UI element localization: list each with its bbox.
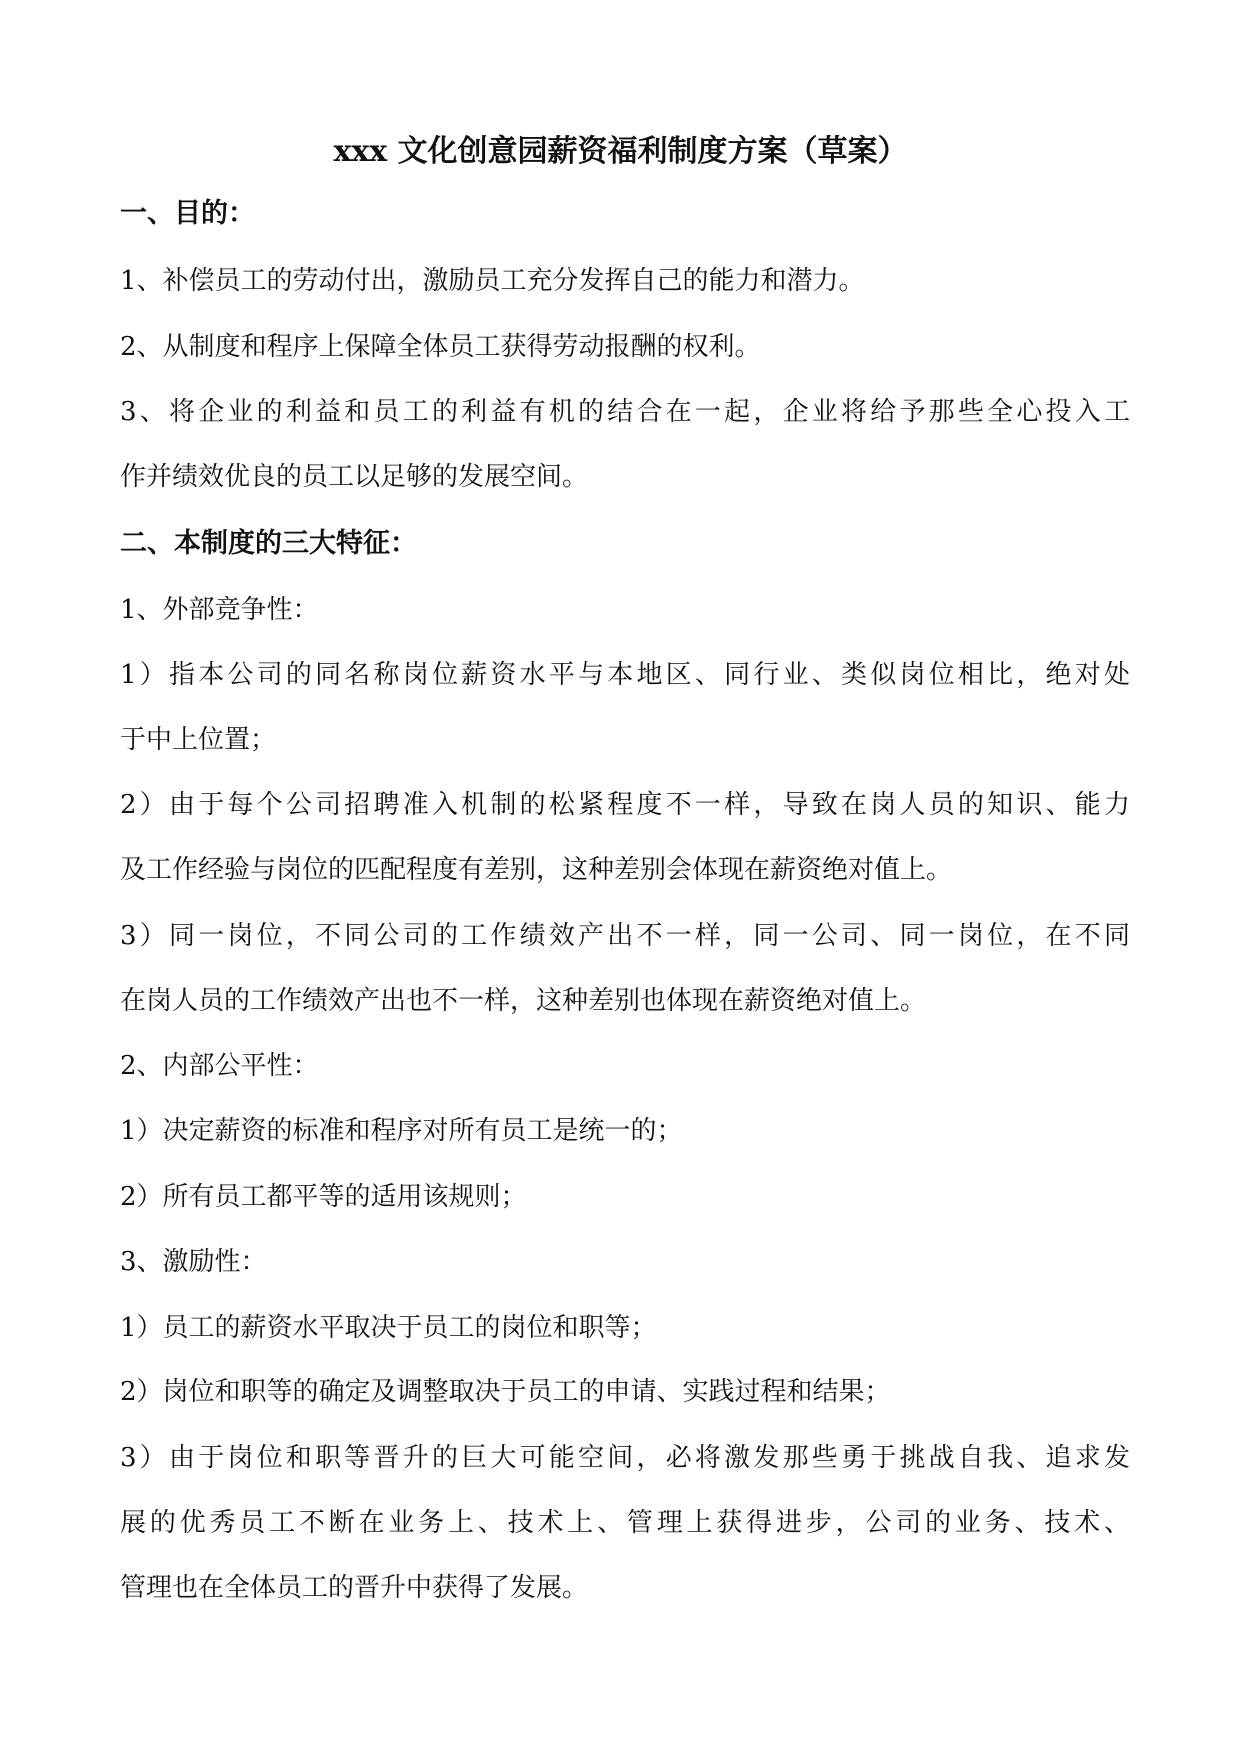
paragraph-line: 1）员工的薪资水平取决于员工的岗位和职等； <box>120 1313 657 1343</box>
paragraph-line: 2、从制度和程序上保障全体员工获得劳动报酬的权利。 <box>120 332 761 362</box>
paragraph-line: 1、补偿员工的劳动付出，激励员工充分发挥自己的能力和潜力。 <box>120 266 865 296</box>
document-title: xxx 文化创意园薪资福利制度方案（草案） <box>333 134 908 169</box>
section-heading-features: 二、本制度的三大特征： <box>120 528 417 559</box>
paragraph-line: 2）由于每个公司招聘准入机制的松紧程度不一样，导致在岗人员的知识、能力 <box>120 790 1130 820</box>
paragraph-line: 3）由于岗位和职等晋升的巨大可能空间，必将激发那些勇于挑战自我、追求发 <box>120 1443 1130 1473</box>
paragraph-line: 于中上位置； <box>120 725 277 755</box>
paragraph-line: 3）同一岗位，不同公司的工作绩效产出不一样，同一公司、同一岗位，在不同 <box>120 921 1130 951</box>
paragraph-line: 2）岗位和职等的确定及调整取决于员工的申请、实践过程和结果； <box>120 1377 891 1407</box>
paragraph-line: 作并绩效优良的员工以足够的发展空间。 <box>120 462 589 492</box>
paragraph-line: 1、外部竞争性： <box>120 595 319 625</box>
paragraph-line: 及工作经验与岗位的匹配程度有差别，这种差别会体现在薪资绝对值上。 <box>120 855 953 885</box>
paragraph-line: 3、激励性： <box>120 1247 267 1277</box>
paragraph-line: 3、将企业的利益和员工的利益有机的结合在一起，企业将给予那些全心投入工 <box>120 397 1130 427</box>
section-heading-purpose: 一、目的： <box>120 198 255 229</box>
paragraph-line: 管理也在全体员工的晋升中获得了发展。 <box>120 1573 589 1603</box>
paragraph-line: 展的优秀员工不断在业务上、技术上、管理上获得进步，公司的业务、技术、 <box>120 1508 1130 1538</box>
paragraph-line: 2）所有员工都平等的适用该规则； <box>120 1182 527 1212</box>
paragraph-line: 在岗人员的工作绩效产出也不一样，这种差别也体现在薪资绝对值上。 <box>120 986 927 1016</box>
paragraph-line: 1）指本公司的同名称岗位薪资水平与本地区、同行业、类似岗位相比，绝对处 <box>120 660 1130 690</box>
paragraph-line: 2、内部公平性： <box>120 1051 319 1081</box>
paragraph-line: 1）决定薪资的标准和程序对所有员工是统一的； <box>120 1116 683 1146</box>
